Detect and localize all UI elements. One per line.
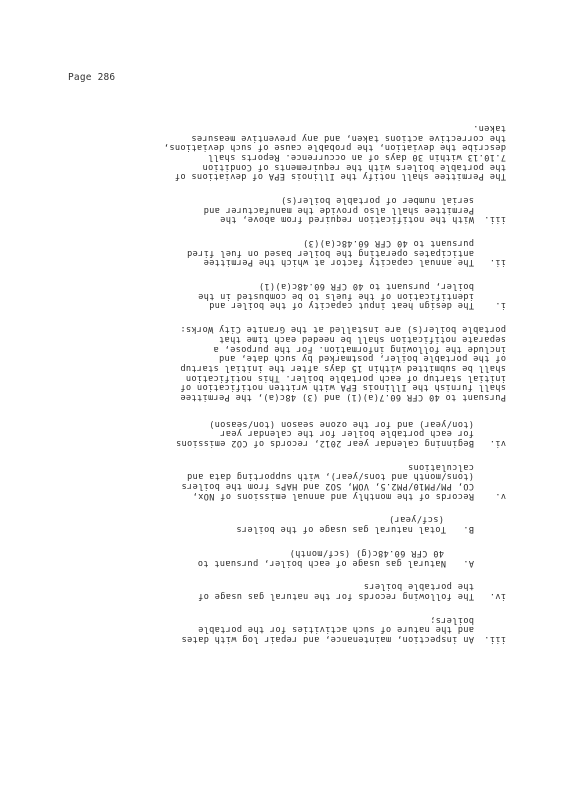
line-text: separate notification shall be needed each time that xyxy=(218,333,506,344)
text-line xyxy=(156,353,506,363)
page-number-label: Page 286 xyxy=(68,72,116,83)
text-line xyxy=(156,581,506,591)
line-text: portable boiler(s) are installed at the Granite City Works: xyxy=(180,324,506,335)
line-text: (ton/year) and for the ozone season (ton/season) xyxy=(208,418,474,429)
list-marker: v. xyxy=(494,490,506,501)
text-line xyxy=(156,280,506,290)
text-line xyxy=(156,142,506,152)
text-line xyxy=(156,257,506,267)
text-line xyxy=(156,161,506,171)
line-text: Natural gas usage of each boiler, pursuant to xyxy=(197,557,446,568)
text-line xyxy=(156,132,506,142)
line-text: The annual capacity factor at which the Permittee xyxy=(203,257,474,268)
line-text: serial number of portable boiler(s) xyxy=(280,195,474,205)
text-line xyxy=(156,300,506,310)
line-text: (scf/year) xyxy=(388,514,444,525)
line-text: the portable boilers with the requirements of Condition xyxy=(202,161,506,172)
line-text: for each portable boiler for the calendar year xyxy=(219,428,474,439)
line-gap xyxy=(156,266,506,280)
text-line xyxy=(156,237,506,247)
line-text: pursuant to 40 CFR 60.48c(a)(3) xyxy=(302,238,474,249)
text-line xyxy=(156,471,506,481)
text-line xyxy=(156,557,506,567)
text-line xyxy=(156,290,506,300)
line-text: the portable boilers xyxy=(363,581,474,592)
line-gap xyxy=(156,180,506,194)
text-line xyxy=(156,151,506,161)
line-gap xyxy=(156,447,506,461)
text-line xyxy=(156,461,506,471)
list-marker: iii. xyxy=(483,634,506,644)
line-text: and the nature of such activities for the portable xyxy=(197,624,474,635)
sublist-marker: A. xyxy=(462,557,474,568)
list-marker: i. xyxy=(494,300,506,311)
line-text: Total natural gas usage of the boilers xyxy=(236,524,446,535)
text-line xyxy=(156,214,506,224)
line-text: Records of the monthly and annual emissions of NOx, xyxy=(192,490,474,501)
text-line xyxy=(156,391,506,401)
line-text: CO, PM/PM10/PM2.5, VOM, SO2 and HAPs from the boilers xyxy=(181,481,474,492)
text-line xyxy=(156,382,506,392)
text-line xyxy=(156,428,506,438)
text-line xyxy=(156,418,506,428)
text-line xyxy=(156,343,506,353)
line-text: shall furnish the Illinois EPA with written notification of xyxy=(180,382,506,393)
line-gap xyxy=(156,500,506,514)
line-text: Beginning calendar year 2012, records of CO2 emissions xyxy=(175,438,474,449)
line-text: anticipates operating the boiler based on fuel fired xyxy=(186,247,474,258)
line-text: (tons/month and tons/year), with supporting data and xyxy=(186,471,474,482)
body-text xyxy=(156,122,506,643)
line-gap xyxy=(156,401,506,418)
list-marker: iv. xyxy=(489,590,506,601)
text-line xyxy=(156,372,506,382)
text-line xyxy=(156,590,506,600)
text-line xyxy=(156,547,506,557)
text-line xyxy=(156,171,506,181)
line-text: boilers; xyxy=(429,614,474,625)
text-line xyxy=(156,194,506,204)
text-line xyxy=(156,437,506,447)
line-gap xyxy=(156,567,506,581)
text-line xyxy=(156,514,506,524)
line-text: Pursuant to 40 CFR 60.7(a)(1) and (3) 48c(a), the Permittee xyxy=(180,392,506,402)
line-gap xyxy=(156,600,506,614)
list-marker: ii. xyxy=(489,257,506,268)
line-text: identification of the fuels to be combusted in the xyxy=(197,290,474,301)
text-line xyxy=(156,362,506,372)
text-line xyxy=(156,204,506,214)
line-text: calculations xyxy=(407,461,474,472)
line-text: include the following information. For the purpose, a xyxy=(213,343,506,354)
line-text: Permittee shall also provide the manufacturer and xyxy=(203,204,474,215)
line-text: taken. xyxy=(472,122,506,133)
line-text: boiler, pursuant to 40 CFR 60.48c(a)(1) xyxy=(258,281,474,292)
line-text: With the notification required from above, the xyxy=(219,214,474,225)
text-line xyxy=(156,333,506,343)
text-line xyxy=(156,624,506,634)
text-line xyxy=(156,633,506,643)
line-text: 7.10.13 within 30 days of an occurrence. Reports shall xyxy=(207,151,506,162)
list-marker: vi. xyxy=(489,438,506,449)
line-gap xyxy=(156,533,506,547)
sublist-marker: B. xyxy=(462,524,474,535)
line-text: of the portable boiler, postmarked by such date, and xyxy=(218,353,506,364)
text-line xyxy=(156,247,506,257)
line-text: describe the deviation, the probable cause of such deviations, xyxy=(163,142,506,153)
text-line xyxy=(156,614,506,624)
list-marker: iii. xyxy=(483,214,506,225)
line-text: the corrective actions taken, and any preventive measures xyxy=(191,132,506,143)
line-text: The Permittee shall notify the Illinois EPA of deviations of xyxy=(174,171,506,182)
line-gap xyxy=(156,223,506,237)
line-text: 40 CFR 60.48c(g) (scf/month) xyxy=(289,547,444,558)
line-text: The design heat input capacity of the boiler and xyxy=(208,300,474,311)
line-text: The following records for the natural gas usage of xyxy=(197,590,474,601)
text-line xyxy=(156,480,506,490)
text-line xyxy=(156,122,506,132)
line-gap xyxy=(156,310,506,324)
line-text: An inspection, maintenance, and repair log with dates xyxy=(181,634,474,644)
text-line xyxy=(156,490,506,500)
line-text: shall be submitted within 15 days after the initial startup xyxy=(180,362,506,373)
text-line xyxy=(156,324,506,334)
line-text: initial startup of each portable boiler. This notification xyxy=(185,372,506,383)
text-line xyxy=(156,524,506,534)
